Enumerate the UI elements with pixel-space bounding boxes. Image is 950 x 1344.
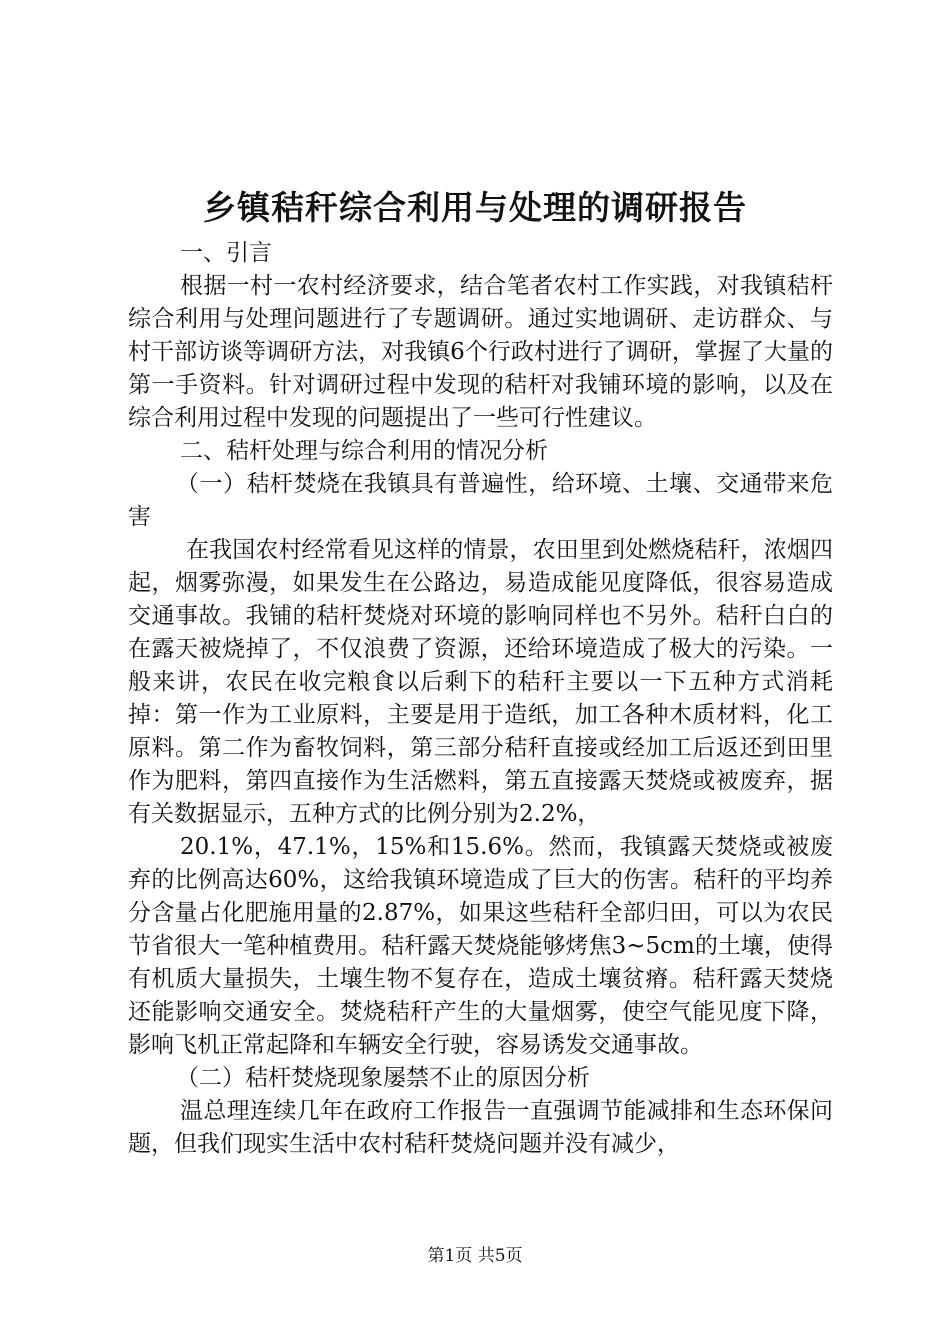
paragraph-introduction: 根据一村一农村经济要求，结合笔者农村工作实践，对我镇秸杆综合利用与处理问题进行了专题调研。通过实地调研、走访群众、与村干部访谈等调研方法，对我镇6个行政村进行了调研，掌握了大量的第一手资料。针对调研过程中发现的秸杆对我铺环境的影响，以及在综合利用过程中发现的问题提出了一些可行性建议。 [128, 273, 833, 431]
subsection-heading-causes: （二）秸杆焚烧现象屡禁不止的原因分析 [176, 1065, 590, 1091]
document-title: 乡镇秸秆综合利用与处理的调研报告 [203, 188, 747, 227]
document-body [128, 237, 833, 1161]
page-number-footer: 第1页 共5页 [427, 1246, 523, 1266]
subsection-heading-burning-harm: （一）秸杆焚烧在我镇具有普遍性，给环境、土壤、交通带来危害 [128, 471, 833, 530]
section-heading-introduction: 一、引言 [180, 240, 272, 266]
paragraph-burning-scene: 在我国农村经常看见这样的情景，农田里到处燃烧秸秆，浓烟四起，烟雾弥漫，如果发生在公路边，易造成能见度降低，很容易造成交通事故。我铺的秸杆焚烧对环境的影响同样也不另外。秸秆白白的在露天被烧掉了，不仅浪费了资源，还给环境造成了极大的污染。一般来讲，农民在收完粮食以后剩下的秸秆主要以一下五种方式消耗掉：第一作为工业原料，主要是用于造纸，加工各种木质材料，化工原料。第二作为畜牧饲料，第三部分秸秆直接或经加工后返还到田里作为肥料，第四直接作为生活燃料，第五直接露天焚烧或被废弃，据有关数据显示，五种方式的比例分别为2.2%， [128, 537, 833, 827]
paragraph-causes: 温总理连续几年在政府工作报告一直强调节能减排和生态环保问题，但我们现实生活中农村秸秆焚烧问题并没有减少， [128, 1098, 833, 1157]
section-heading-analysis: 二、秸杆处理与综合利用的情况分析 [180, 438, 548, 464]
paragraph-burning-proportions: 20.1%，47.1%，15%和15.6%。然而，我镇露天焚烧或被废弃的比例高达60%，这给我镇环境造成了巨大的伤害。秸秆的平均养分含量占化肥施用量的2.87%，如果这些秸秆全部归田，可以为农民节省很大一笔种植费用。秸秆露天焚烧能够烤焦3~5cm的土壤，使得有机质大量损失，土壤生物不复存在，造成土壤贫瘠。秸秆露天焚烧还能影响交通安全。焚烧秸秆产生的大量烟雾，使空气能见度下降，影响飞机正常起降和车辆安全行驶，容易诱发交通事故。 [128, 834, 833, 1058]
